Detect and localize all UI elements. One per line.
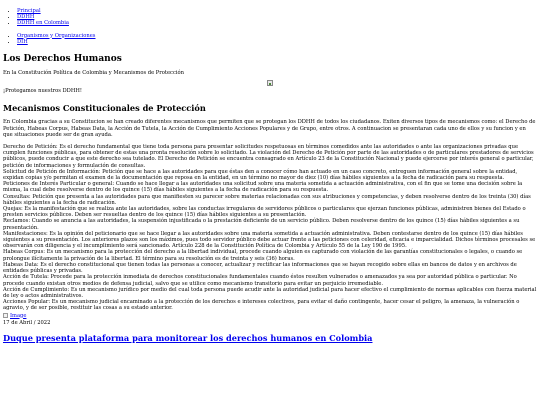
next-post-link[interactable]: Duque presenta plataforma para monitorear los derechos humanos en Colombia <box>3 332 373 343</box>
mechanism-item: Acción de Tutela: Procede para la protección inmediata de derechos constitucionales fundamentales cuando éstos resulten vulnerados o amenazados ya sea por autoridad pública o particular. No procede cuando existan otros medios de defensa judicial, salvo que se utilice como mecanismo transitorio para evitar un perjuicio irremediable. <box>3 274 517 287</box>
nav-item-dih <box>17 39 537 45</box>
nav-link-organismos[interactable]: Organismos y Organizaciones <box>17 32 96 39</box>
primary-nav <box>3 8 537 27</box>
tagline: ¡Protegamos nuestros DDHH! <box>3 88 82 95</box>
mechanism-item: Peticiones de Interés Particular o general: Cuando se hace llegar a las autoridades una solicitud sobre una materia sometida a actuación administrativa, con el fin que se tome una decisión sobre la misma, la cual debe resolverse dentro de los quince (15) días hábiles siguientes a la fecha de radicación para su respuesta. <box>3 181 523 194</box>
next-post-heading <box>3 333 537 343</box>
mechanism-item: Acción de Cumplimiento: Es un mecanismo jurídico por medio del cual toda persona puede acudir ante la autoridad judicial para hacer efectivo el cumplimiento de normas aplicables con fuerza material de ley o actos administrativos. <box>3 286 537 299</box>
nav-link-dih[interactable]: DIH <box>17 38 28 45</box>
mechanism-item: Reclamos: Cuando se anuncia a las autoridades, la suspensión injustificada o la prestación deficiente de un servicio público. Deben resolverse dentro de los quince (15) días hábiles siguientes a su presentación. <box>3 218 520 231</box>
section-title: Mecanismos Constitucionales de Protección <box>3 103 206 114</box>
site-title: Los Derechos Humanos <box>3 54 122 65</box>
nav-item-ddhh-colombia <box>17 20 537 26</box>
nav-link-ddhh[interactable]: DDHH <box>17 14 35 21</box>
section-intro: En Colombia gracias a su Constitucion se han creado diferentes mecanismos que permiten que se protegan los DDHH de todos los ciudadanos. Exiten diversos tipos de mecanismos como: el Derecho de Petición, Habeas Corpus, Habeas Data, la Acción de Tutela, la Acción de Cumplimiento Acciones Populares y de Grupo, entre otros. A continuacion se presentaran cada uno de ellos y su funcion y en que situaciones puede ser de gran ayuda. <box>3 119 536 138</box>
nav-link-principal[interactable]: Principal <box>17 8 41 14</box>
mechanism-item: Quejas: Es la manifestación que se realiza ante las autoridades, sobre las conductas irregulares de servidores públicos o particulares que ejerzan funciones públicas, administren bienes del Estado o presten servicios públicos. Deben ser resueltas dentro de los quince (15) días hábiles siguientes a su presentación. <box>3 206 526 219</box>
mechanism-list <box>3 144 537 311</box>
mechanism-item: Consultas: Petición que presenta a las autoridades para que manifiesten su parecer sobre materias relacionadas con sus atribuciones y competencias, y deben resolverse dentro de los treinta (30) días hábiles siguientes a la fecha de radicación. <box>3 193 531 206</box>
broken-image-icon <box>267 80 273 86</box>
mechanism-item: Habeas Data: Es el derecho constitucional que tienen todas las personas a conocer, actualizar y rectificar las informaciones que se hayan recogido sobre ellas en bancos de datos y en archivos de entidades públicas y privadas. <box>3 261 517 275</box>
mechanism-item: Manifestaciones: Es la opinión del peticionario que se hace llegar a las autoridades sobre una materia sometida a actuación administrativa. Deben contestarse dentro de los quince (15) días hábiles siguientes a su presentación. Los anteriores plazos son los máximos, pues todo servidor público debe actuar frente a las peticiones con celeridad, eficacia e imparcialidad. Dichos términos procesales se observarán con diligencia y el incumplimiento será sancionado. Artículo 228 de la Constitución Política de Colombia y Artículo 55 de la Ley 190 de 1995. <box>3 230 536 250</box>
site-subtitle: En la Constitución Política de Colombia y Mecanismos de Protección <box>3 70 184 77</box>
secondary-nav <box>3 33 537 45</box>
nav-link-ddhh-colombia[interactable]: DDHH en Colombia <box>17 20 69 27</box>
post-image-link <box>3 313 537 319</box>
image-link[interactable]: Image <box>10 312 27 319</box>
mechanism-item: Derecho de Petición: Es el derecho fundamental que tiene toda persona para presentar solicitudes respetuosas en términos comedidos ante las autoridades o ante las organizaciones privadas que cumplen funciones públicas, para obtener de estas una pronta resolución sobre lo solicitado. La violación del Derecho de Petición por parte de las autoridades o de particulares prestadores de servicios públicos, puede conducir a que este derecho sea tutelado. El Derecho de Petición se encuentra consagrado en Artículo 23 de la Constitución Nacional y puede ejercerse por interés general o particular, petición de informaciones y formulación de consultas. <box>3 144 534 169</box>
image-placeholder-icon <box>3 313 8 318</box>
mechanism-item: Acciones Popular: Es un mecanismo judicial encaminado a la protección de los derechos e intereses colectivos, para evitar el daño contingente, hacer cesar el peligro, la amenaza, la vulneración o agravio, y de ser posible, restituir las cosas a su estado anterior. <box>3 299 520 312</box>
mechanism-item: Solicitud de Petición de Información: Petición que se hace a las autoridades para que éstas den a conocer cómo han actuado en un caso concreto, entreguen información general sobre la entidad, expidan copias y/o permitan el examen de la documentación que reposa en la entidad, en un término no mayor de diez (10) días hábiles siguientes a la fecha de radicación para su respuesta. <box>3 168 518 182</box>
mechanism-item: Habeas Corpus: Es un mecanismo para la protección del derecho a la libertad individual, procede cuando alguien es capturado con violación de las garantías constitucionales o legales, o cuando se prolongue ilícitamente la privación de la libertad. El término para su resolución es de treinta y seis (36) horas. <box>3 249 523 262</box>
header-image <box>3 80 537 86</box>
post-date: 17 de Abril / 2022 <box>3 319 51 326</box>
